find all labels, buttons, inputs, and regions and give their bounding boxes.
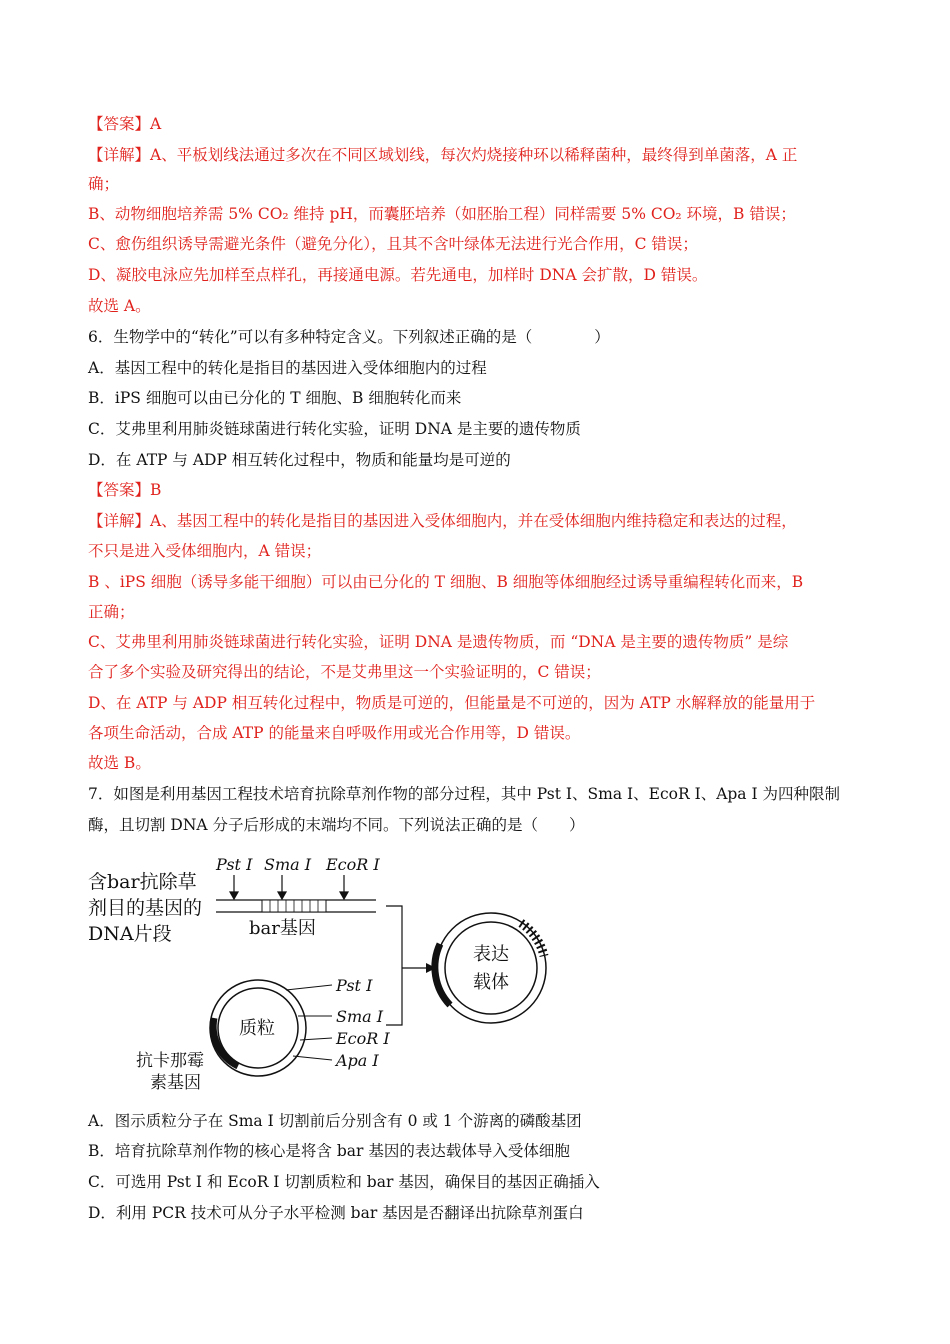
sma-site-label: Sma Ⅰ (264, 855, 312, 874)
fragment-label: DNA片段 (88, 923, 172, 945)
q5-conclusion: 故选 A。 (88, 297, 151, 315)
q6-detail-line: 不只是进入受体细胞内，A 错误； (88, 542, 322, 560)
q6-stem: 6．生物学中的“转化”可以有多种特定含义。下列叙述正确的是（ ） (88, 328, 610, 346)
q6-detail-line: B 、iPS 细胞（诱导多能干细胞）可以由已分化的 T 细胞、B 细胞等体细胞经过诱导重编程转化而来，B (88, 573, 804, 591)
q6-option-b: B．iPS 细胞可以由已分化的 T 细胞、B 细胞转化而来 (88, 389, 462, 407)
q5-detail-line: D、凝胶电泳应先加样至点样孔，再接通电源。若先通电，加样时 DNA 会扩散，D 错误。 (88, 266, 708, 284)
kan-gene-label: 抗卡那霉 (136, 1051, 204, 1071)
q6-detail-line: 正确； (88, 603, 135, 621)
q6-answer: 【答案】B (88, 481, 162, 499)
q5-detail-line: 确； (88, 175, 120, 193)
q5-detail-line: C、愈伤组织诱导需避光条件（避免分化），且其不含叶绿体无法进行光合作用，C 错误； (88, 235, 698, 253)
q7-option-b: B．培育抗除草剂作物的核心是将含 bar 基因的表达载体导入受体细胞 (88, 1142, 570, 1160)
bar-gene-label: bar基因 (249, 918, 316, 939)
q5-detail-line: 【详解】A、平板划线法通过多次在不同区域划线，每次灼烧接种环以稀释菌种，最终得到单菌落，A 正 (88, 146, 798, 164)
connector-arrow (386, 906, 428, 1025)
q6-option-d: D．在 ATP 与 ADP 相互转化过程中，物质和能量均是可逆的 (88, 451, 511, 469)
site-arrows (230, 875, 348, 899)
fragment-label: 剂目的基因的 (88, 897, 203, 919)
q6-detail-line: D、在 ATP 与 ADP 相互转化过程中，物质是可逆的，但能量是不可逆的，因为 ATP 水解释放的能量用于 (88, 694, 816, 712)
plasmid-pst-label: Pst Ⅰ (336, 976, 373, 995)
q6-option-a: A．基因工程中的转化是指目的基因进入受体细胞内的过程 (88, 359, 487, 377)
q7-option-a: A．图示质粒分子在 Sma I 切割前后分别含有 0 或 1 个游离的磷酸基团 (88, 1112, 582, 1130)
fragment-label: 含bar抗除草 (88, 871, 197, 893)
q6-detail-line: C、艾弗里利用肺炎链球菌进行转化实验，证明 DNA 是遗传物质，而 “DNA 是主要的遗传物质” 是综 (88, 633, 789, 651)
ecor-site-label: EcoR Ⅰ (326, 855, 380, 874)
plasmid-ecor-label: EcoR Ⅰ (336, 1029, 390, 1048)
q5-answer: 【答案】A (88, 115, 162, 133)
dna-fragment (216, 900, 376, 912)
plasmid-label: 质粒 (239, 1018, 275, 1039)
vector-label: 载体 (473, 972, 509, 993)
q6-option-c: C．艾弗里利用肺炎链球菌进行转化实验，证明 DNA 是主要的遗传物质 (88, 420, 581, 438)
expression-vector (435, 913, 546, 1023)
q7-option-c: C．可选用 Pst I 和 EcoR I 切割质粒和 bar 基因，确保目的基因正确插入 (88, 1173, 600, 1191)
gene-engineering-diagram (86, 848, 566, 1098)
q6-detail-line: 【详解】A、基因工程中的转化是指目的基因进入受体细胞内，并在受体细胞内维持稳定和表达的过程， (88, 512, 797, 530)
kan-gene-label: 素基因 (150, 1073, 201, 1093)
q7-stem: 酶，且切割 DNA 分子后形成的末端均不同。下列说法正确的是（ ） (88, 816, 585, 834)
q7-stem: 7．如图是利用基因工程技术培育抗除草剂作物的部分过程，其中 Pst I、Sma I、EcoR I、Apa I 为四种限制 (88, 785, 841, 803)
q7-option-d: D．利用 PCR 技术可从分子水平检测 bar 基因是否翻译出抗除草剂蛋白 (88, 1204, 584, 1222)
pst-site-label: Pst Ⅰ (216, 855, 253, 874)
q6-detail-line: 合了多个实验及研究得出的结论，不是艾弗里这一个实验证明的，C 错误； (88, 663, 601, 681)
q5-detail-line: B、动物细胞培养需 5% CO₂ 维持 pH，而囊胚培养（如胚胎工程）同样需要 5% CO₂ 环境，B 错误； (88, 205, 796, 223)
q6-detail-line: 各项生命活动，合成 ATP 的能量来自呼吸作用或光合作用等，D 错误。 (88, 724, 581, 742)
vector-label: 表达 (473, 944, 509, 965)
q6-conclusion: 故选 B。 (88, 754, 151, 772)
plasmid-apa-label: Apa Ⅰ (336, 1051, 379, 1070)
plasmid-sma-label: Sma Ⅰ (336, 1007, 384, 1026)
